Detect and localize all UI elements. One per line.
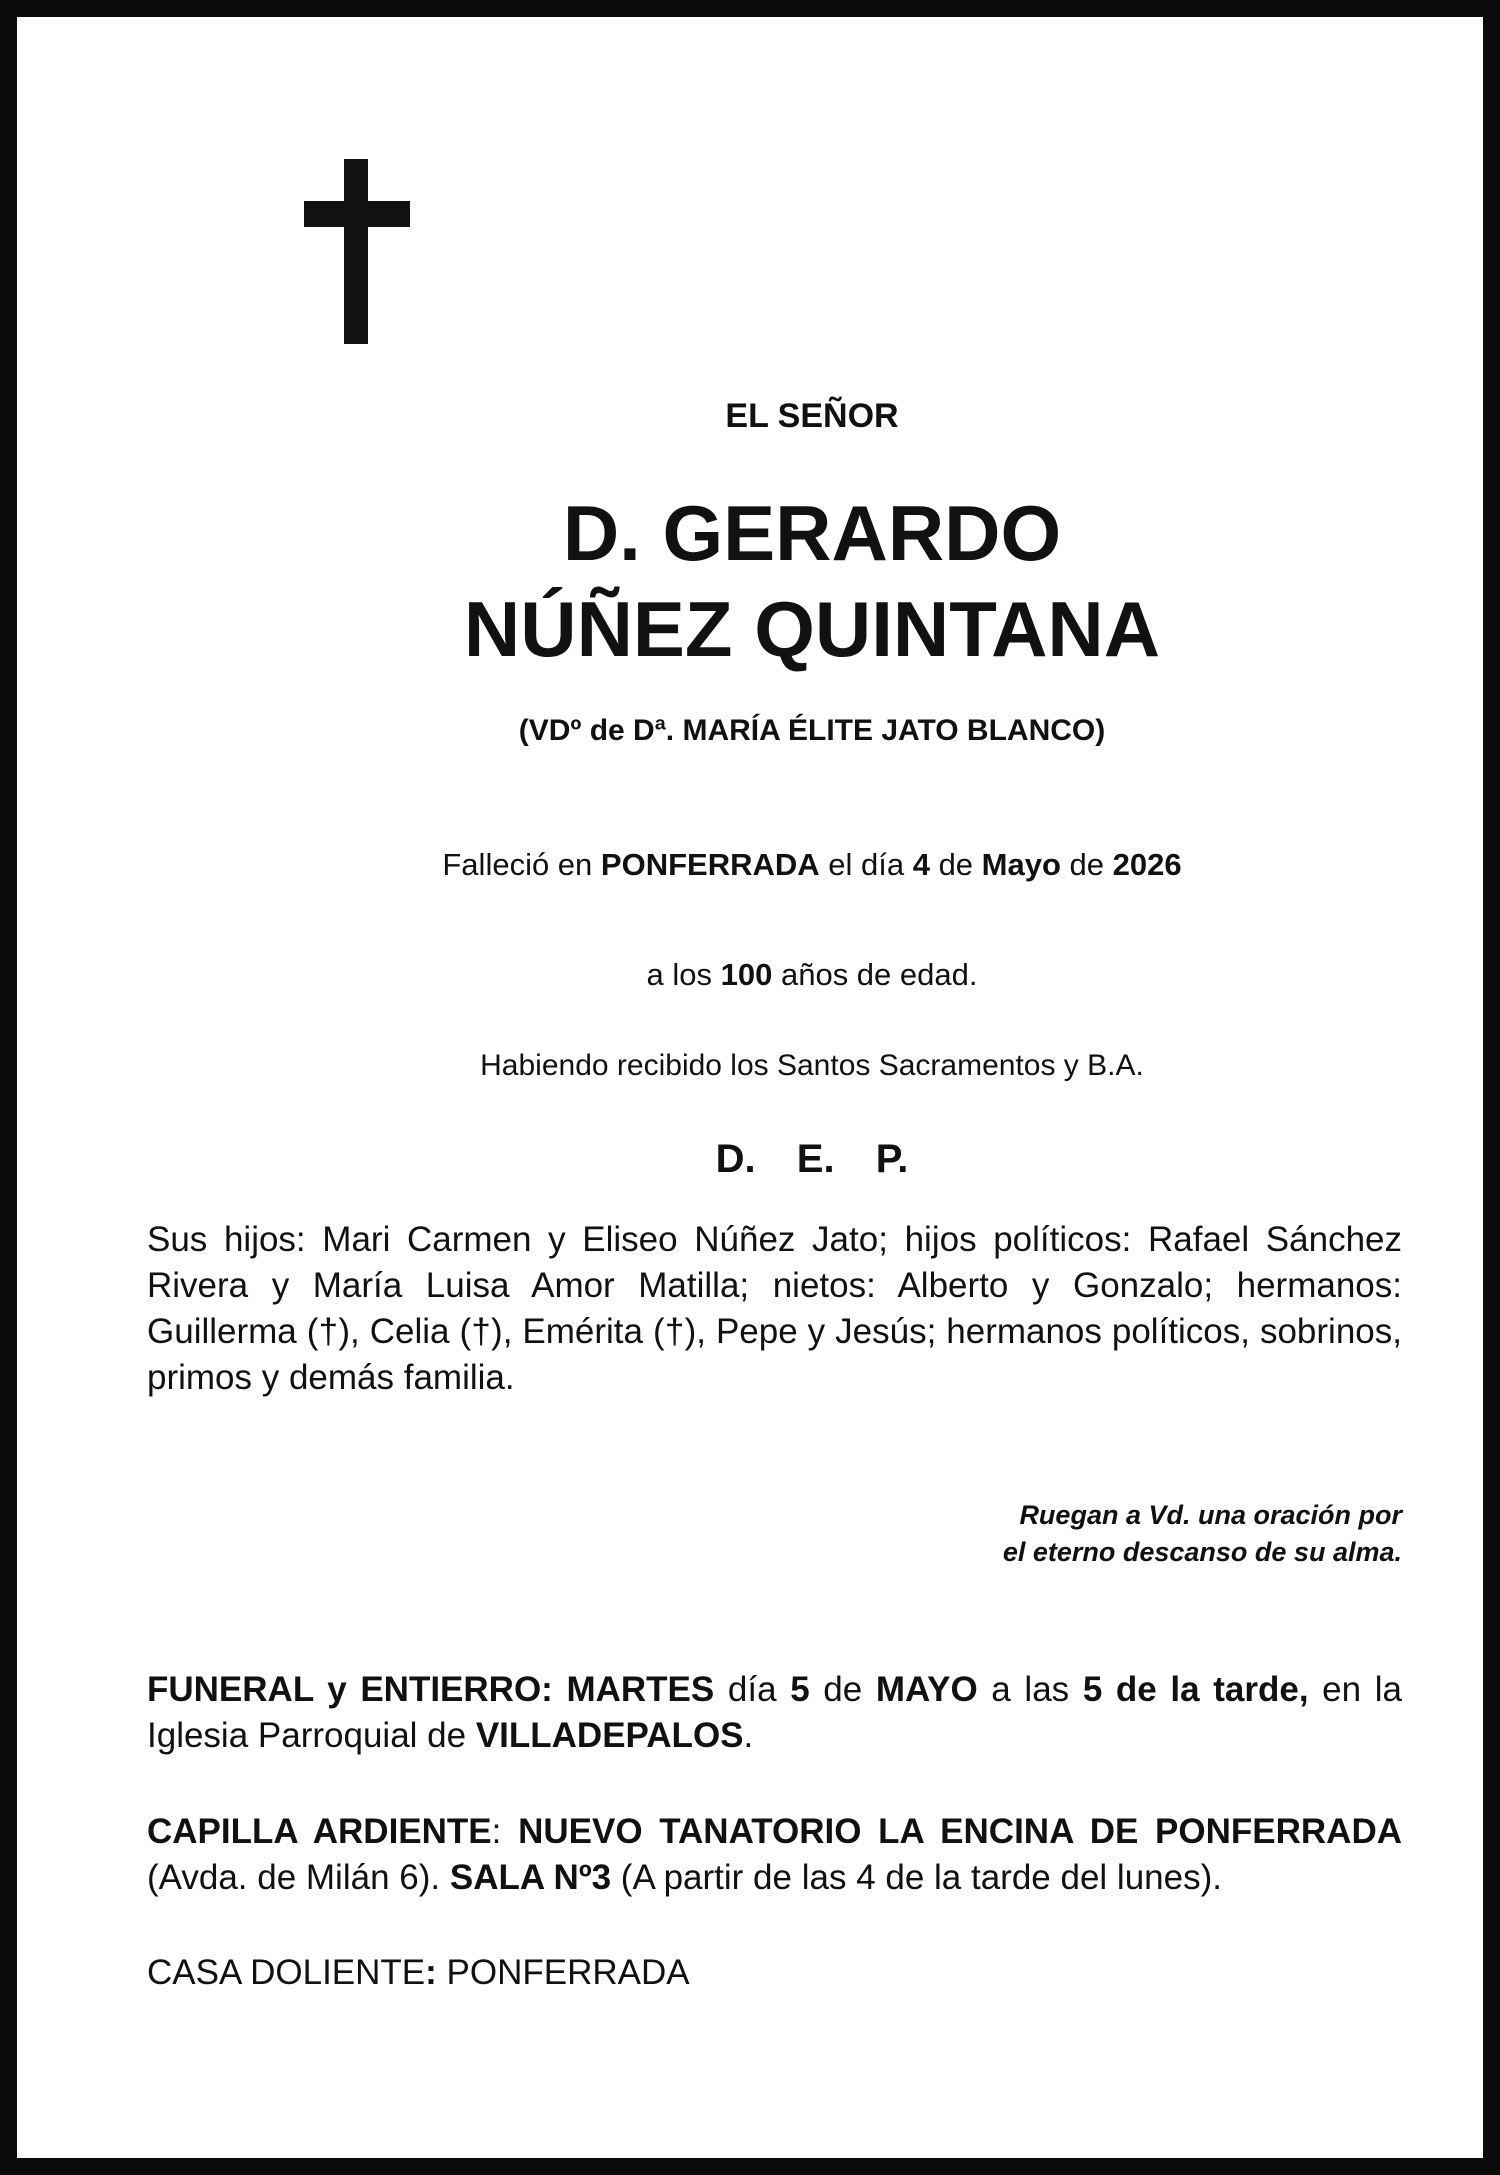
house-paragraph xyxy=(147,1950,1402,1996)
funeral-text: de xyxy=(809,1670,876,1709)
death-month: Mayo xyxy=(981,847,1061,882)
cross-vertical-bar xyxy=(344,159,368,344)
house-place: PONFERRADA xyxy=(446,1953,690,1992)
house-label: CASA DOLIENTE xyxy=(147,1953,426,1992)
deceased-name-line1: D. GERARDO xyxy=(562,489,1062,577)
chapel-label: CAPILLA ARDIENTE xyxy=(147,1812,492,1851)
spouse-line: (VDº de Dª. MARÍA ÉLITE JATO BLANCO) xyxy=(518,714,1106,747)
chapel-paragraph xyxy=(147,1809,1402,1901)
prayer-line2: el eterno descanso de su alma. xyxy=(1002,1537,1402,1567)
death-text: de xyxy=(1060,847,1113,882)
chapel-note: (A partir de las 4 de la tarde del lunes). xyxy=(611,1858,1222,1897)
funeral-month: MAYO xyxy=(875,1670,978,1709)
funeral-text: a las xyxy=(977,1670,1083,1709)
house-separator: : xyxy=(425,1953,447,1992)
age-line xyxy=(412,957,1212,993)
title-prefix: EL SEÑOR xyxy=(725,397,899,435)
funeral-text: día xyxy=(714,1670,791,1709)
age-years: 100 xyxy=(720,957,773,992)
funeral-time: 5 de la tarde, xyxy=(1082,1670,1309,1709)
death-place: PONFERRADA xyxy=(600,847,820,882)
death-text: de xyxy=(929,847,982,882)
age-text: a los xyxy=(646,957,721,992)
deceased-name xyxy=(412,485,1212,677)
death-text: Falleció en xyxy=(442,847,601,882)
death-day: 4 xyxy=(912,847,930,882)
deceased-name-line2: NÚÑEZ QUINTANA xyxy=(463,585,1161,673)
dep-line: D. E. P. xyxy=(715,1137,909,1181)
prayer-text xyxy=(717,1497,1402,1571)
chapel-room: SALA Nº3 xyxy=(449,1858,612,1897)
funeral-text: . xyxy=(743,1716,754,1755)
funeral-day: 5 xyxy=(790,1670,810,1709)
cross-horizontal-bar xyxy=(304,201,410,227)
chapel-venue: NUEVO TANATORIO LA ENCINA DE PONFERRADA xyxy=(518,1812,1403,1851)
funeral-paragraph xyxy=(147,1667,1402,1759)
family-paragraph: Sus hijos: Mari Carmen y Eliseo Núñez Jato; hijos políticos: Rafael Sánchez Rivera y María Luisa Amor Matilla; nietos: Alberto y Gonzalo; hermanos: Guillerma (†), Celia (†), Emérita (†), Pepe y Jesús; hermanos políticos, sobrinos, primos y demás familia. xyxy=(147,1220,1402,1397)
death-line xyxy=(412,847,1212,883)
prayer-line1: Ruegan a Vd. una oración por xyxy=(1019,1500,1402,1530)
sacraments-line: Habiendo recibido los Santos Sacramentos y B.A. xyxy=(480,1049,1144,1082)
funeral-place: VILLADEPALOS xyxy=(475,1716,744,1755)
chapel-address: (Avda. de Milán 6). xyxy=(147,1858,450,1897)
cross-icon xyxy=(304,159,410,344)
funeral-text: en la Iglesia Parroquial de xyxy=(147,1670,1402,1755)
death-year: 2026 xyxy=(1112,847,1182,882)
chapel-separator: : xyxy=(491,1812,519,1851)
death-text: el día xyxy=(819,847,913,882)
funeral-label: FUNERAL y ENTIERRO: MARTES xyxy=(147,1670,715,1709)
age-text: años de edad. xyxy=(780,957,978,992)
